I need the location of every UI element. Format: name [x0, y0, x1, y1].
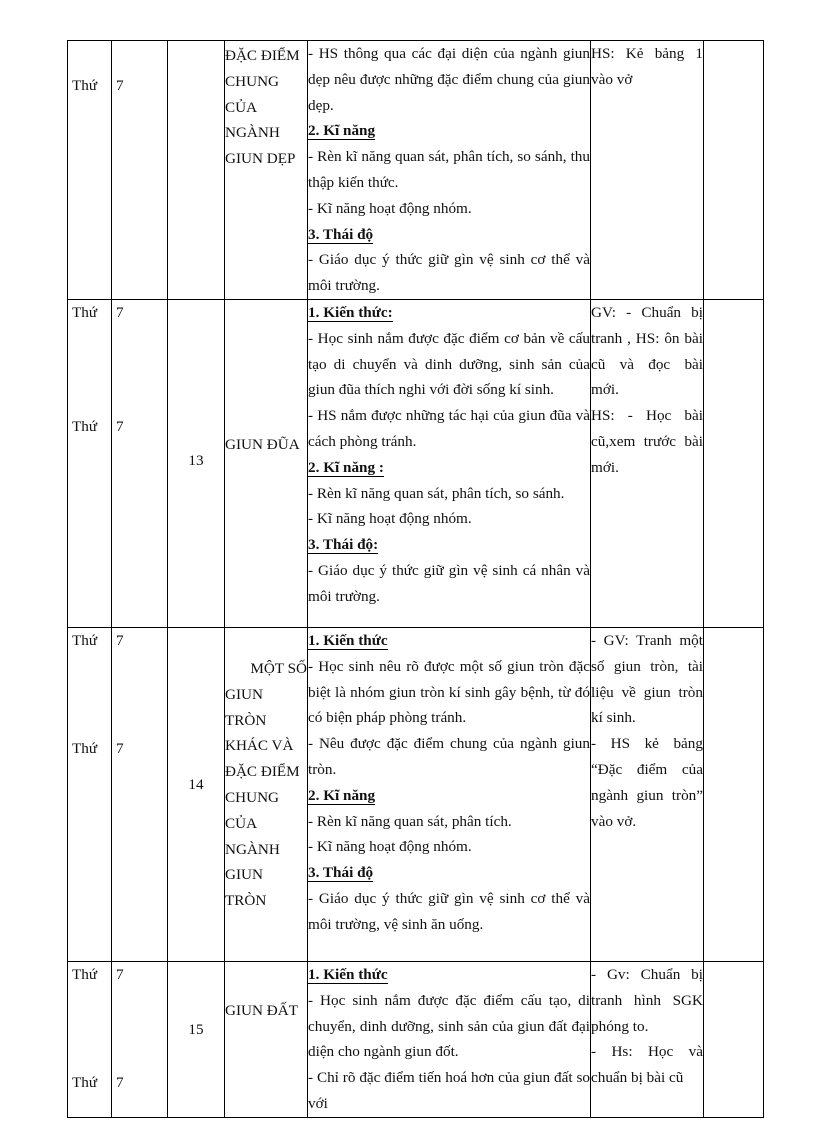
content-text: - Kĩ năng hoạt động nhóm.: [308, 838, 472, 856]
content-text: - Kĩ năng hoạt động nhóm.: [308, 199, 472, 217]
lesson-title-cell: [225, 961, 308, 1117]
day-label: Thứ: [72, 1073, 98, 1091]
lesson-title-line: GIUN ĐẤT: [225, 1001, 298, 1019]
preparation-text: HS: Kẻ bảng 1 vào vở: [591, 45, 703, 88]
content-heading: 3. Thái độ: [308, 225, 374, 243]
lesson-title-cell: [225, 627, 308, 961]
preparation-text: HS: - Học bài cũ,xem trước bài mới.: [591, 407, 703, 476]
grade-cell: [112, 627, 168, 961]
notes-cell: [704, 299, 764, 627]
lesson-title-line: CỦA: [225, 98, 258, 116]
preparation-cell: [591, 961, 704, 1117]
day-label: Thứ: [72, 303, 98, 321]
lesson-number: 13: [188, 451, 204, 469]
content-text: - HS nắm được những tác hại của giun đũa và cách phòng tránh.: [308, 407, 590, 450]
content-text: - Học sinh nắm được đặc điểm cơ bản về cấu tạo di chuyển và dinh dưỡng, sinh sản của giun đũa thích nghi với đời sống kí sinh.: [308, 329, 590, 399]
day-label: Thứ: [72, 631, 98, 649]
content-text: - Rèn kĩ năng quan sát, phân tích, so sánh, thu thập kiến thức.: [308, 148, 590, 191]
content-heading: 2. Kĩ năng: [308, 122, 376, 140]
grade-cell: [112, 299, 168, 627]
preparation-cell: [591, 299, 704, 627]
content-text: - Rèn kĩ năng quan sát, phân tích.: [308, 812, 512, 830]
preparation-text: GV: - Chuẩn bị tranh , HS: ôn bài cũ và đọc bài mới.: [591, 303, 703, 399]
day-label: Thứ: [72, 77, 98, 94]
lesson-number-cell: [168, 41, 225, 300]
notes-cell: [704, 627, 764, 961]
notes-cell: [704, 961, 764, 1117]
grade-cell: [112, 961, 168, 1117]
table-row: [68, 627, 764, 961]
preparation-text: - Hs: Học và chuẩn bị bài cũ: [591, 1043, 703, 1087]
lesson-content-cell: [308, 299, 591, 627]
lesson-title-line: TRÒN: [225, 892, 267, 910]
content-heading: 1. Kiến thức:: [308, 303, 393, 321]
content-text: - Chỉ rõ đặc điểm tiến hoá hơn của giun đất so với: [308, 1069, 590, 1112]
lesson-content-cell: [308, 961, 591, 1117]
lesson-title-line: GIUN DẸP: [225, 150, 296, 168]
lesson-title-line: KHÁC VÀ: [225, 737, 294, 755]
grade-label: 7: [116, 739, 124, 757]
day-cell: [68, 41, 112, 300]
lesson-number: 15: [188, 1020, 204, 1038]
grade-label: 7: [116, 303, 124, 321]
lesson-title-line: GIUN ĐŨA: [225, 435, 300, 453]
day-cell: [68, 961, 112, 1117]
lesson-content-cell: [308, 627, 591, 961]
preparation-cell: [591, 41, 704, 300]
day-label: Thứ: [72, 965, 98, 983]
table-row: [68, 961, 764, 1117]
day-cell: [68, 299, 112, 627]
lesson-title-line: CHUNG: [225, 788, 280, 806]
day-label: Thứ: [72, 739, 98, 757]
content-text: - Giáo dục ý thức giữ gìn vệ sinh cá nhân và môi trường.: [308, 561, 590, 605]
content-text: - Giáo dục ý thức giữ gìn vệ sinh cơ thể và môi trường.: [308, 251, 590, 295]
lesson-number-cell: [168, 627, 225, 961]
content-text: - Nêu được đặc điểm chung của ngành giun tròn.: [308, 735, 590, 778]
lesson-title-cell: [225, 41, 308, 300]
lesson-title-line: GIUN: [225, 685, 263, 703]
lesson-plan-table: [67, 40, 764, 1118]
notes-cell: [704, 41, 764, 300]
preparation-text: - Gv: Chuẩn bị tranh hình SGK phóng to.: [591, 965, 703, 1035]
day-cell: [68, 627, 112, 961]
lesson-title-line: NGÀNH: [225, 124, 280, 142]
table-row: [68, 299, 764, 627]
day-label: Thứ: [72, 417, 98, 435]
content-heading: 2. Kĩ năng: [308, 786, 376, 804]
content-text: - HS thông qua các đại diện của ngành giun dẹp nêu được những đặc điểm chung của giun dẹp.: [308, 45, 590, 114]
lesson-title-line: MỘT SỐ: [250, 659, 307, 677]
content-heading: 3. Thái độ:: [308, 536, 379, 554]
content-text: - Giáo dục ý thức giữ gìn vệ sinh cơ thể và môi trường, vệ sinh ăn uống.: [308, 889, 590, 933]
lesson-title-line: TRÒN: [225, 711, 267, 729]
content-text: - Học sinh nêu rõ được một số giun tròn đặc biệt là nhóm giun tròn kí sinh gây bệnh, từ đó có biện pháp phòng tránh.: [308, 657, 590, 727]
content-heading: 2. Kĩ năng :: [308, 458, 384, 476]
lesson-title-line: NGÀNH: [225, 840, 280, 858]
lesson-title-line: CHUNG: [225, 72, 280, 90]
lesson-number-cell: [168, 299, 225, 627]
content-heading: 1. Kiến thức: [308, 631, 388, 649]
grade-label: 7: [116, 631, 124, 649]
grade-label: 7: [116, 77, 124, 94]
content-text: - Học sinh nắm được đặc điểm cấu tạo, di chuyển, dinh dưỡng, sinh sản của giun đất đại diện cho ngành giun đốt.: [308, 991, 590, 1061]
content-text: - Rèn kĩ năng quan sát, phân tích, so sánh.: [308, 484, 565, 502]
lesson-title-cell: [225, 299, 308, 627]
grade-label: 7: [116, 417, 124, 435]
lesson-number: 14: [188, 775, 204, 793]
lesson-title-line: ĐẶC ĐIỂM: [225, 47, 300, 64]
preparation-text: - HS kẻ bảng “Đặc điểm của ngành giun tròn” vào vở.: [591, 735, 703, 830]
lesson-number-cell: [168, 961, 225, 1117]
lesson-title-line: GIUN: [225, 866, 263, 884]
preparation-cell: [591, 627, 704, 961]
lesson-content-cell: [308, 41, 591, 300]
content-heading: 3. Thái độ: [308, 864, 374, 882]
grade-cell: [112, 41, 168, 300]
table-row: [68, 41, 764, 300]
lesson-title-line: CỦA: [225, 814, 258, 832]
grade-label: 7: [116, 965, 124, 983]
content-text: - Kĩ năng hoạt động nhóm.: [308, 510, 472, 528]
lesson-title-line: ĐẶC ĐIỂM: [225, 763, 300, 781]
preparation-text: - GV: Tranh một số giun tròn, tài liệu về giun tròn kí sinh.: [591, 631, 703, 727]
grade-label: 7: [116, 1073, 124, 1091]
content-heading: 1. Kiến thức: [308, 965, 388, 983]
